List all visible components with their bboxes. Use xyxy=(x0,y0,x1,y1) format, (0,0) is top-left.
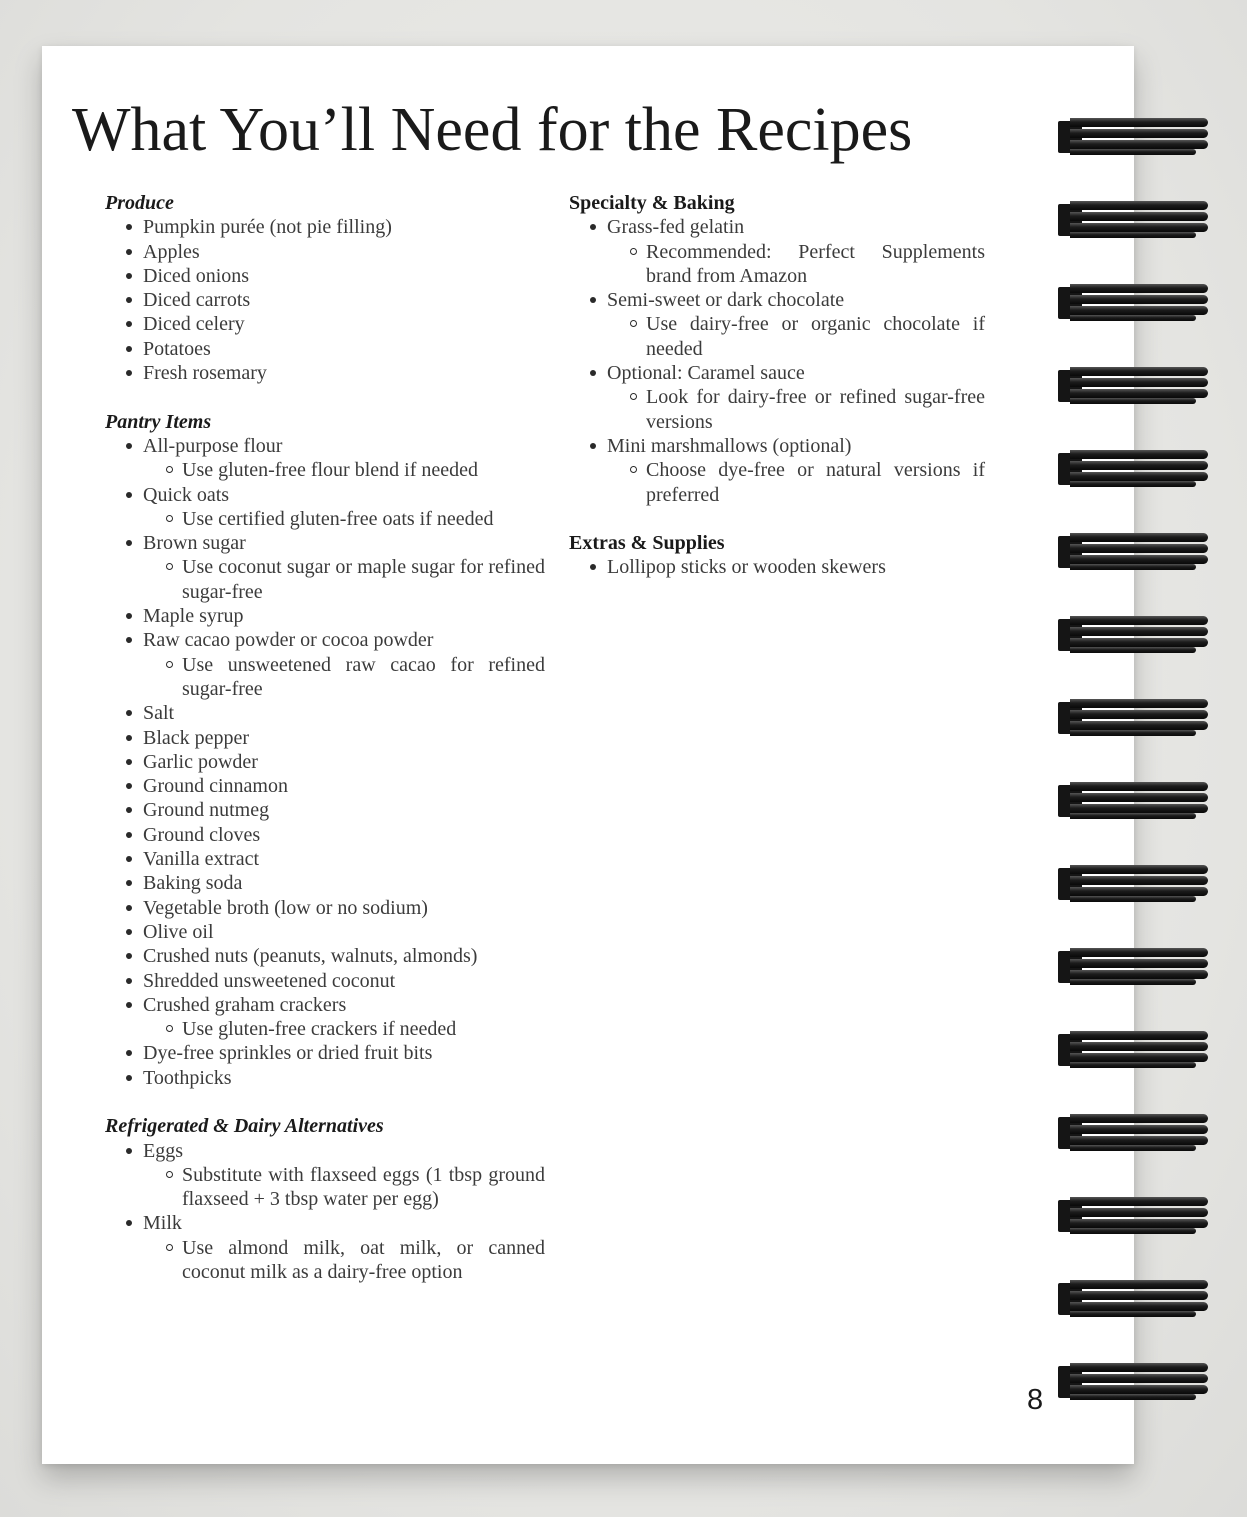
item-text: Quick oats xyxy=(143,483,230,506)
list-item xyxy=(143,240,545,264)
item-text: Apples xyxy=(143,240,200,263)
item-text: Eggs xyxy=(143,1139,183,1162)
section-title: Refrigerated & Dairy Alternatives xyxy=(105,1115,384,1138)
list-item xyxy=(607,215,985,288)
coil-wire xyxy=(1070,367,1208,376)
list-item xyxy=(143,288,545,312)
section-title: Specialty & Baking xyxy=(569,192,735,214)
list-item xyxy=(143,944,545,968)
spiral-ring xyxy=(1056,612,1216,658)
sub-list xyxy=(143,1236,545,1285)
item-text: Garlic powder xyxy=(143,750,258,773)
coil-wire xyxy=(1070,1062,1196,1068)
coil-wire xyxy=(1070,1374,1208,1383)
item-list xyxy=(105,434,545,1090)
spiral-ring xyxy=(1056,529,1216,575)
sub-item: Use certified gluten-free oats if needed xyxy=(182,507,545,531)
sub-list xyxy=(143,653,545,702)
item-text: Ground nutmeg xyxy=(143,799,270,822)
item-text: Raw cacao powder or cocoa powder xyxy=(143,629,434,652)
item-text: Olive oil xyxy=(143,920,214,943)
list-item xyxy=(143,726,545,750)
right-column xyxy=(569,191,985,604)
coil-wire xyxy=(1070,793,1208,802)
list-item xyxy=(143,750,545,774)
coil-wire xyxy=(1070,710,1208,719)
coil-wire xyxy=(1070,1363,1208,1372)
spiral-ring xyxy=(1056,114,1216,160)
section-specialty-and-baking xyxy=(569,191,985,507)
coil-wire xyxy=(1070,389,1208,398)
coil-wire xyxy=(1070,979,1196,985)
section-produce xyxy=(105,191,545,385)
item-list xyxy=(105,215,545,385)
item-list xyxy=(569,215,985,507)
coil-wire xyxy=(1070,295,1208,304)
coil-wire xyxy=(1070,533,1208,542)
coil-wire xyxy=(1070,149,1196,155)
spiral-ring xyxy=(1056,944,1216,990)
item-list xyxy=(105,1139,545,1285)
coil-wire xyxy=(1070,1031,1208,1040)
coil-wire xyxy=(1070,472,1208,481)
spiral-ring xyxy=(1056,1193,1216,1239)
coil-wire xyxy=(1070,306,1208,315)
list-item xyxy=(143,264,545,288)
item-text: Ground cinnamon xyxy=(143,775,288,798)
list-item xyxy=(143,847,545,871)
coil-wire xyxy=(1070,564,1196,570)
spiral-ring xyxy=(1056,280,1216,326)
spiral-ring xyxy=(1056,446,1216,492)
list-item xyxy=(143,1041,545,1065)
list-item xyxy=(143,896,545,920)
list-item xyxy=(143,628,545,701)
section-extras-and-supplies xyxy=(569,531,985,580)
spiral-ring xyxy=(1056,197,1216,243)
sub-item: Choose dye-free or natural versions if preferred xyxy=(646,459,985,506)
item-text: Crushed graham crackers xyxy=(143,993,347,1016)
coil-wire xyxy=(1070,461,1208,470)
sub-list xyxy=(143,1017,545,1041)
coil-wire xyxy=(1070,1125,1208,1134)
coil-wire xyxy=(1070,804,1208,813)
item-text: Lollipop sticks or wooden skewers xyxy=(607,556,886,579)
sub-list xyxy=(607,458,985,507)
list-item xyxy=(143,969,545,993)
coil-wire xyxy=(1070,887,1208,896)
spiral-ring xyxy=(1056,695,1216,741)
list-item xyxy=(607,361,985,434)
list-item xyxy=(143,871,545,895)
item-text: Pumpkin purée (not pie filling) xyxy=(143,216,392,239)
coil-wire xyxy=(1070,876,1208,885)
list-item xyxy=(143,361,545,385)
sub-list xyxy=(143,1163,545,1212)
item-text: Crushed nuts (peanuts, walnuts, almonds) xyxy=(143,945,478,968)
coil-wire xyxy=(1070,970,1208,979)
section-title: Extras & Supplies xyxy=(569,532,725,555)
coil-wire xyxy=(1070,959,1208,968)
coil-wire xyxy=(1070,232,1196,238)
section-title: Pantry Items xyxy=(105,410,212,433)
spiral-ring xyxy=(1056,1359,1216,1405)
section-title: Produce xyxy=(105,192,174,214)
list-item xyxy=(143,823,545,847)
item-text: Potatoes xyxy=(143,337,211,360)
list-item xyxy=(143,774,545,798)
coil-wire xyxy=(1070,1145,1196,1151)
page-number: 8 xyxy=(1027,1384,1044,1416)
coil-wire xyxy=(1070,730,1196,736)
sub-item: Use gluten-free crackers if needed xyxy=(182,1017,545,1041)
item-text: Baking soda xyxy=(143,872,243,895)
coil-wire xyxy=(1070,638,1208,647)
item-text: Maple syrup xyxy=(143,605,244,628)
coil-wire xyxy=(1070,129,1208,138)
sub-list xyxy=(143,458,545,482)
left-column xyxy=(105,191,545,1309)
item-text: Grass-fed gelatin xyxy=(607,216,745,239)
coil-wire xyxy=(1070,699,1208,708)
spiral-ring xyxy=(1056,363,1216,409)
notebook-page xyxy=(42,46,1134,1464)
sub-item: Use almond milk, oat milk, or canned coconut milk as a dairy-free option xyxy=(182,1236,545,1284)
list-item xyxy=(143,798,545,822)
coil-wire xyxy=(1070,896,1196,902)
coil-wire xyxy=(1070,721,1208,730)
coil-wire xyxy=(1070,1385,1208,1394)
item-text: Vegetable broth (low or no sodium) xyxy=(143,896,428,919)
sub-list xyxy=(607,312,985,361)
item-text: Diced celery xyxy=(143,313,245,336)
sub-item: Substitute with flaxseed eggs (1 tbsp ground flaxseed + 3 tbsp water per egg) xyxy=(182,1163,545,1211)
coil-wire xyxy=(1070,1208,1208,1217)
item-text: Semi-sweet or dark chocolate xyxy=(607,289,845,312)
coil-wire xyxy=(1070,1302,1208,1311)
coil-wire xyxy=(1070,481,1196,487)
coil-wire xyxy=(1070,865,1208,874)
sub-item: Use dairy-free or organic chocolate if needed xyxy=(646,313,985,360)
coil-wire xyxy=(1070,555,1208,564)
sub-item: Use unsweetened raw cacao for refined sugar-free xyxy=(182,653,545,700)
item-text: Toothpicks xyxy=(143,1066,232,1089)
spiral-ring xyxy=(1056,1027,1216,1073)
item-text: Fresh rosemary xyxy=(143,362,267,385)
coil-wire xyxy=(1070,1114,1208,1123)
coil-wire xyxy=(1070,315,1196,321)
coil-wire xyxy=(1070,212,1208,221)
spiral-ring xyxy=(1056,861,1216,907)
coil-wire xyxy=(1070,544,1208,553)
section-refrigerated-and-dairy-alternatives xyxy=(105,1114,545,1284)
coil-wire xyxy=(1070,813,1196,819)
item-text: All-purpose flour xyxy=(143,434,283,457)
list-item xyxy=(143,701,545,725)
list-item xyxy=(143,1139,545,1212)
list-item xyxy=(143,1066,545,1090)
list-item xyxy=(143,312,545,336)
coil-wire xyxy=(1070,450,1208,459)
spiral-ring xyxy=(1056,1276,1216,1322)
coil-wire xyxy=(1070,1197,1208,1206)
sub-list xyxy=(607,240,985,289)
coil-wire xyxy=(1070,782,1208,791)
coil-wire xyxy=(1070,201,1208,210)
spiral-ring xyxy=(1056,1110,1216,1156)
item-text: Milk xyxy=(143,1212,182,1235)
coil-wire xyxy=(1070,140,1208,149)
item-text: Ground cloves xyxy=(143,823,261,846)
item-text: Optional: Caramel sauce xyxy=(607,362,805,385)
coil-wire xyxy=(1070,627,1208,636)
sub-item: Use gluten-free flour blend if needed xyxy=(182,458,545,482)
item-text: Dye-free sprinkles or dried fruit bits xyxy=(143,1042,433,1065)
coil-wire xyxy=(1070,1280,1208,1289)
list-item xyxy=(143,604,545,628)
sub-list xyxy=(143,555,545,604)
item-text: Black pepper xyxy=(143,726,250,749)
list-item xyxy=(143,920,545,944)
coil-wire xyxy=(1070,284,1208,293)
sub-item: Use coconut sugar or maple sugar for refined sugar-free xyxy=(182,556,545,603)
coil-wire xyxy=(1070,647,1196,653)
sub-list xyxy=(143,507,545,531)
list-item xyxy=(143,483,545,532)
coil-wire xyxy=(1070,948,1208,957)
list-item xyxy=(143,531,545,604)
coil-wire xyxy=(1070,378,1208,387)
item-text: Diced carrots xyxy=(143,289,251,312)
page-title: What You’ll Need for the Recipes xyxy=(72,96,913,164)
sub-item: Look for dairy-free or refined sugar-free versions xyxy=(646,386,985,433)
coil-wire xyxy=(1070,398,1196,404)
coil-wire xyxy=(1070,1291,1208,1300)
sub-list xyxy=(607,385,985,434)
spiral-ring xyxy=(1056,778,1216,824)
item-text: Diced onions xyxy=(143,264,250,287)
list-item xyxy=(607,434,985,507)
item-text: Vanilla extract xyxy=(143,848,260,871)
item-list xyxy=(569,555,985,579)
coil-wire xyxy=(1070,1228,1196,1234)
list-item xyxy=(143,434,545,483)
sub-item: Recommended: Perfect Supplements brand from Amazon xyxy=(646,240,985,287)
list-item xyxy=(143,337,545,361)
section-pantry-items xyxy=(105,410,545,1090)
list-item xyxy=(607,555,985,579)
list-item xyxy=(143,1211,545,1284)
item-text: Shredded unsweetened coconut xyxy=(143,969,396,992)
item-text: Brown sugar xyxy=(143,532,246,555)
coil-wire xyxy=(1070,1219,1208,1228)
coil-wire xyxy=(1070,1053,1208,1062)
spiral-binding xyxy=(1056,0,1226,1517)
coil-wire xyxy=(1070,1136,1208,1145)
item-text: Mini marshmallows (optional) xyxy=(607,434,852,457)
coil-wire xyxy=(1070,1042,1208,1051)
list-item xyxy=(143,215,545,239)
list-item xyxy=(143,993,545,1042)
item-text: Salt xyxy=(143,702,175,725)
list-item xyxy=(607,288,985,361)
coil-wire xyxy=(1070,616,1208,625)
coil-wire xyxy=(1070,1394,1196,1400)
coil-wire xyxy=(1070,1311,1196,1317)
coil-wire xyxy=(1070,223,1208,232)
coil-wire xyxy=(1070,118,1208,127)
